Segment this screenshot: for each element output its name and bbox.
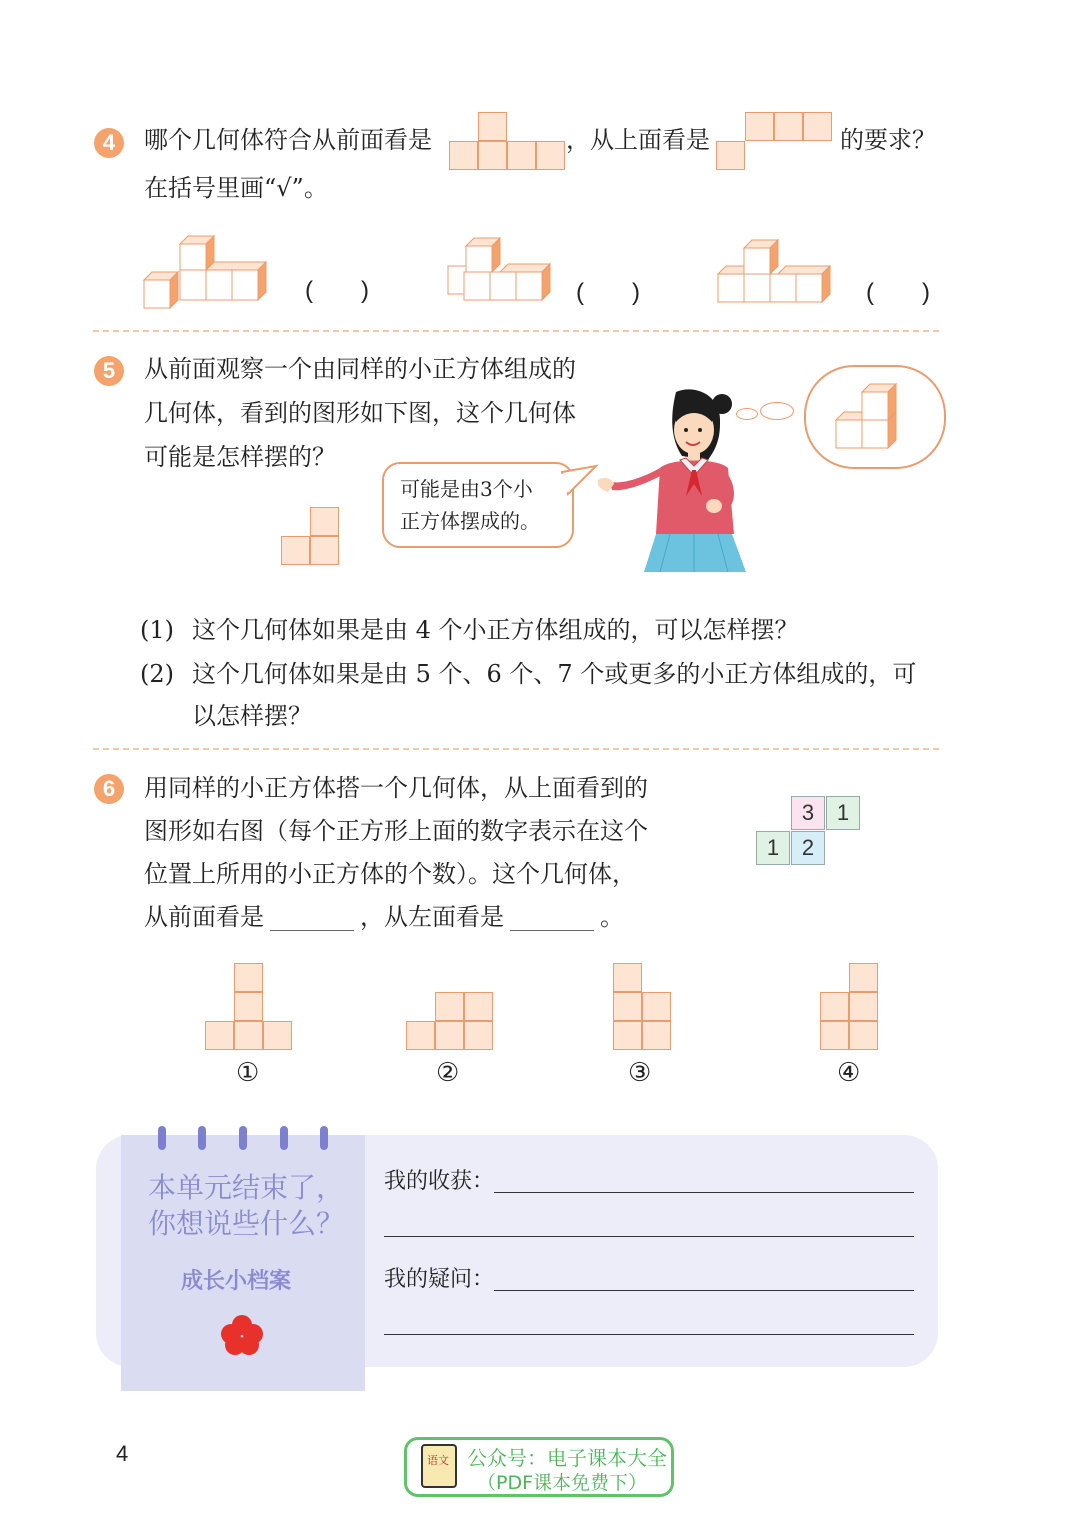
question-4-instruction: 在括号里画“√”。 <box>144 174 328 202</box>
grid-cell-bottom-right: 2 <box>791 831 825 865</box>
thought-cloud-solid <box>832 378 908 454</box>
archive-title-line-1: 本单元结束了， <box>148 1171 345 1204</box>
question-6-line-4-part3: 。 <box>600 903 624 931</box>
question-5-number: 5 <box>94 356 124 386</box>
notepad-ring-3 <box>239 1126 247 1150</box>
top-view-figure <box>716 112 832 170</box>
view-option-2-label[interactable]: ② <box>436 1058 460 1088</box>
grid-cell-bottom-left: 1 <box>756 831 790 865</box>
question-4-number: 4 <box>94 128 124 158</box>
view-option-4-label[interactable]: ④ <box>837 1058 861 1088</box>
question-5-sub-2-line-1: 这个几何体如果是由 5 个、6 个、7 个或更多的小正方体组成的，可 <box>192 660 917 688</box>
option-solid-3 <box>714 234 844 314</box>
question-6-line-4-part1: 从前面看是 <box>144 903 264 931</box>
notepad-ring-1 <box>158 1126 166 1150</box>
question-6-line-4-part2: ，从左面看是 <box>360 903 504 931</box>
answer-bracket-1[interactable]: ( ) <box>305 277 369 304</box>
view-option-3-figure <box>613 963 671 1050</box>
grid-cell-top-left: 3 <box>791 796 825 830</box>
section-divider <box>93 330 939 332</box>
section-divider <box>93 748 939 750</box>
answer-bracket-3[interactable]: ( ) <box>866 279 930 306</box>
archive-title-line-2: 你想说些什么？ <box>148 1207 345 1240</box>
answer-bracket-2[interactable]: ( ) <box>576 279 640 306</box>
banner-line-2: （PDF课本免费下） <box>477 1472 648 1494</box>
question-4-text-part1: 哪个几何体符合从前面看是 <box>144 126 432 154</box>
q5-front-view-figure <box>281 507 339 565</box>
question-6-line-3: 位置上所用的小正方体的个数）。这个几何体， <box>144 860 636 888</box>
option-solid-2 <box>444 232 564 312</box>
page-number: 4 <box>116 1441 129 1466</box>
front-view-figure <box>449 112 565 170</box>
question-5-line-1: 从前面观察一个由同样的小正方体组成的 <box>144 355 576 383</box>
speech-bubble-line-1: 可能是由3个小 <box>400 477 533 501</box>
speech-bubble-line-2: 正方体摆成的。 <box>400 509 540 533</box>
question-5-sub-1-label: (1) <box>140 616 174 644</box>
flower-icon <box>220 1314 264 1356</box>
notepad-ring-4 <box>280 1126 288 1150</box>
question-5-line-2: 几何体，看到的图形如下图，这个几何体 <box>144 399 576 427</box>
question-4-text-part2: ，从上面看是 <box>566 126 710 154</box>
thought-dot-medium <box>760 402 794 420</box>
notepad-ring-2 <box>198 1126 206 1150</box>
my-question-line-2[interactable] <box>384 1334 914 1335</box>
question-5-sub-2-label: (2) <box>140 660 174 688</box>
question-5-sub-2-line-2: 以怎样摆？ <box>192 702 312 730</box>
question-6-number: 6 <box>94 774 124 804</box>
my-gain-label: 我的收获： <box>384 1169 495 1194</box>
question-4-text-part3: 的要求？ <box>840 126 936 154</box>
banner-logo-text: 语文 <box>427 1454 449 1467</box>
banner-line-1: 公众号：电子课本大全 <box>467 1446 667 1470</box>
my-question-label: 我的疑问： <box>384 1267 495 1292</box>
my-question-line-1[interactable] <box>494 1290 914 1291</box>
banner-logo <box>421 1444 457 1488</box>
question-6-line-4 <box>144 895 624 939</box>
question-5-sub-1: 这个几何体如果是由 4 个小正方体组成的，可以怎样摆？ <box>192 616 799 644</box>
view-option-2-figure <box>406 992 493 1050</box>
grid-cell-top-right: 1 <box>826 796 860 830</box>
view-option-4-figure <box>820 963 878 1050</box>
thought-dot-small <box>736 408 758 420</box>
speech-bubble <box>382 462 574 548</box>
front-view-answer-blank[interactable] <box>270 906 354 931</box>
option-solid-1 <box>140 232 280 312</box>
question-6-line-1: 用同样的小正方体搭一个几何体，从上面看到的 <box>144 774 648 802</box>
question-5-line-3: 可能是怎样摆的？ <box>144 443 336 471</box>
view-option-1-figure <box>205 963 292 1050</box>
notepad-ring-5 <box>320 1126 328 1150</box>
question-6-line-2: 图形如右图（每个正方形上面的数字表示在这个 <box>144 817 648 845</box>
left-view-answer-blank[interactable] <box>510 906 594 931</box>
archive-subtitle: 成长小档案 <box>181 1269 292 1294</box>
view-option-3-label[interactable]: ③ <box>628 1058 652 1088</box>
view-option-1-label[interactable]: ① <box>236 1058 260 1088</box>
footer-banner[interactable] <box>404 1437 674 1497</box>
my-gain-line-1[interactable] <box>494 1192 914 1193</box>
my-gain-line-2[interactable] <box>384 1236 914 1237</box>
